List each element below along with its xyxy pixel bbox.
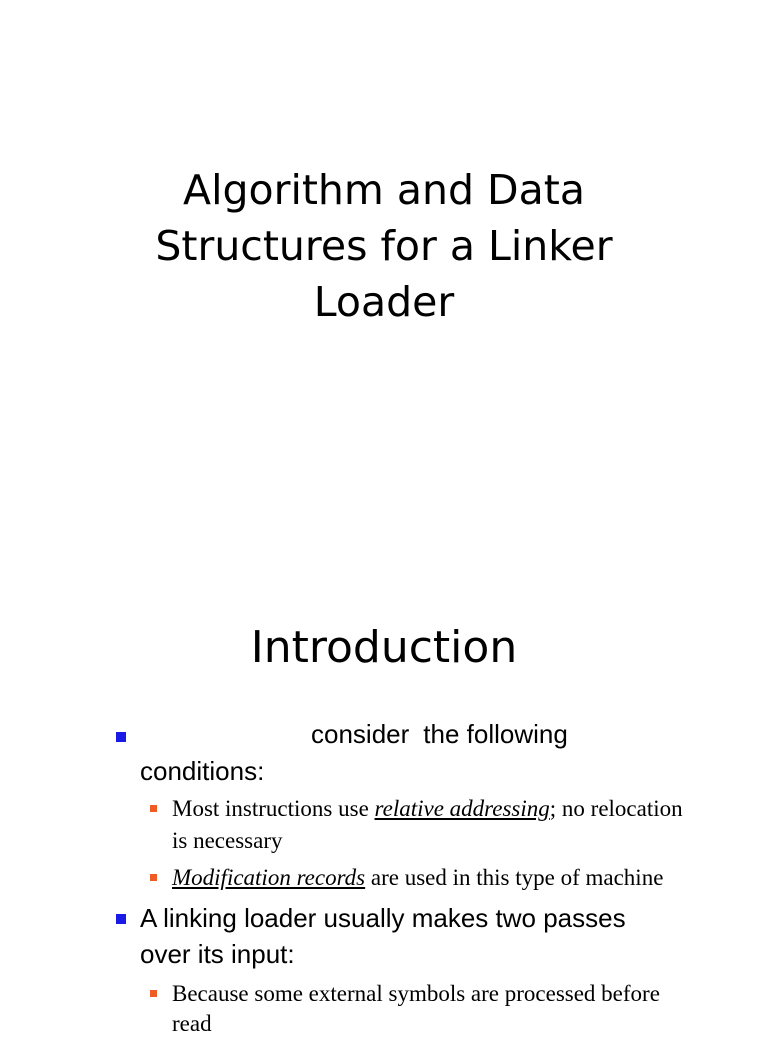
bullet-marker bbox=[116, 732, 126, 742]
sub-bullet-marker bbox=[150, 874, 157, 881]
sub-bullet-text: Because some external symbols are processed before bbox=[172, 981, 660, 1006]
slide-title bbox=[84, 162, 684, 330]
bullet-marker bbox=[116, 914, 126, 924]
title-line: Algorithm and Data bbox=[183, 166, 585, 214]
bullet-text: consider the following bbox=[311, 719, 568, 749]
slide-heading: Introduction bbox=[250, 622, 518, 673]
title-line: Structures for a Linker bbox=[155, 222, 613, 270]
sub-bullet-text: Modification records are used in this type of machine bbox=[172, 865, 664, 890]
bullet-text: conditions: bbox=[140, 756, 265, 786]
sub-bullet-text: Most instructions use relative addressing; no relocation bbox=[172, 796, 683, 821]
sub-bullet-text: is necessary bbox=[172, 828, 283, 853]
bullet-text: A linking loader usually makes two passes bbox=[140, 903, 626, 933]
content-slide bbox=[0, 576, 768, 1036]
bullet-text: over its input: bbox=[140, 939, 295, 969]
sub-bullet-text: read bbox=[172, 1011, 212, 1036]
sub-bullet-marker bbox=[150, 990, 157, 997]
sub-bullet-marker bbox=[150, 805, 157, 812]
title-line: Loader bbox=[313, 278, 455, 326]
